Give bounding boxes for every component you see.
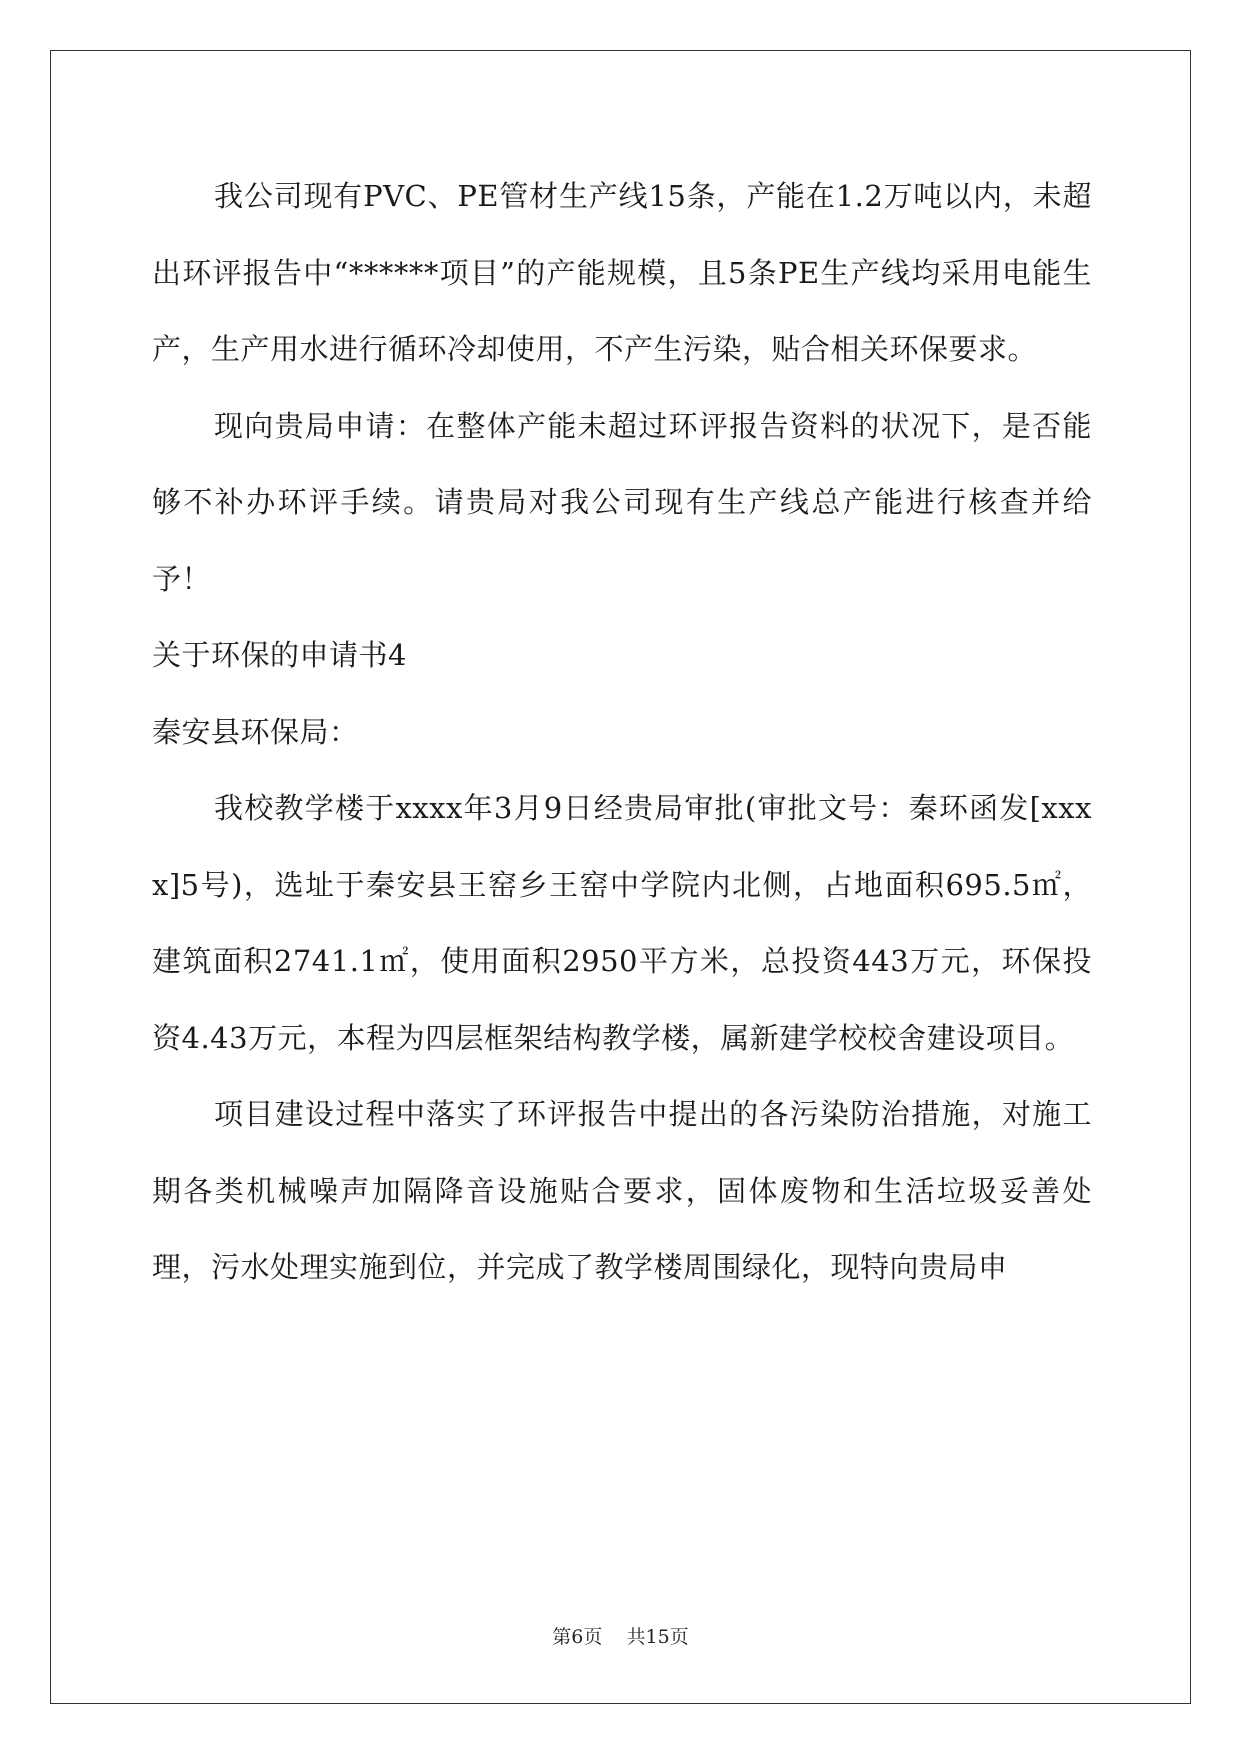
paragraph-request: 现向贵局申请：在整体产能未超过环评报告资料的状况下，是否能够不补办环评手续。请贵局对我公司现有生产线总产能进行核查并给予！ bbox=[152, 408, 1092, 596]
page-number: 第6页 共15页 bbox=[552, 1626, 689, 1648]
paragraph-construction: 项目建设过程中落实了环评报告中提出的各污染防治措施，对施工期各类机械噪声加隔降音设施贴合要求，固体废物和生活垃圾妥善处理，污水处理实施到位，并完成了教学楼周围绿化，现特向贵局申 bbox=[152, 1097, 1092, 1284]
document-body bbox=[152, 158, 1092, 1306]
paragraph-capacity: 我公司现有PVC、PE管材生产线15条，产能在1.2万吨以内，未超出环评报告中“******项目”的产能规模，且5条PE生产线均采用电能生产，生产用水进行循环冷却使用，不产生污染，贴合相关环保要求。 bbox=[152, 179, 1092, 366]
salutation: 秦安县环保局： bbox=[152, 714, 359, 749]
paragraph-building: 我校教学楼于xxxx年3月9日经贵局审批(审批文号：秦环函发[xxxx]5号)，选址于秦安县王窑乡王窑中学院内北侧，占地面积695.5㎡，建筑面积2741.1㎡，使用面积2950平方米，总投资443万元，环保投资4.43万元，本程为四层框架结构教学楼，属新建学校校舍建设项目。 bbox=[152, 791, 1092, 1055]
section-heading: 关于环保的申请书4 bbox=[152, 638, 407, 672]
